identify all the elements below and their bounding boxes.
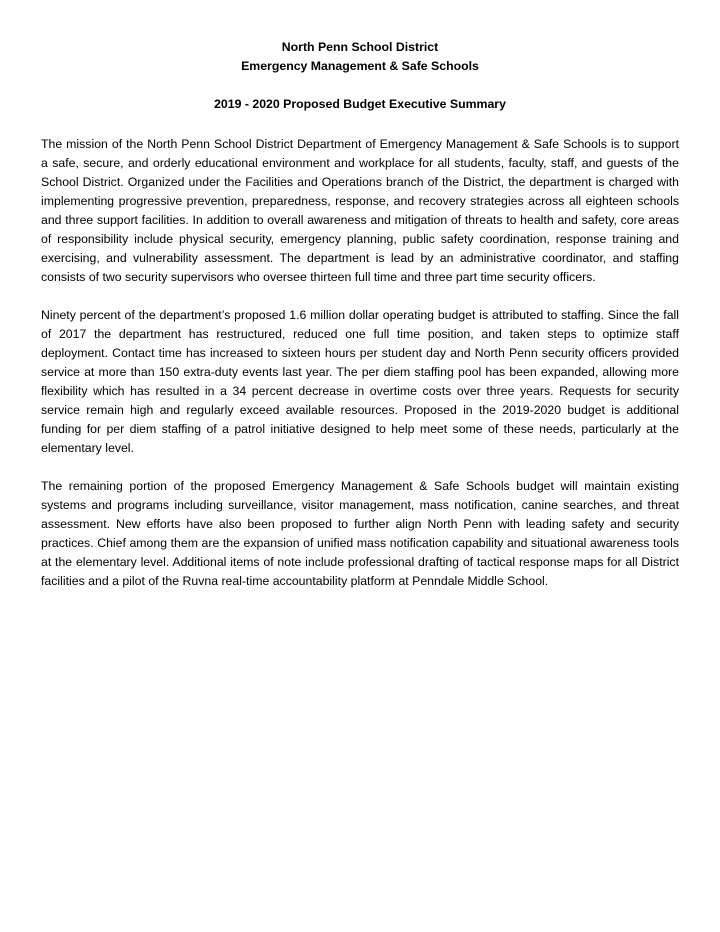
mission-paragraph: The mission of the North Penn School District Department of Emergency Management & Safe Schools is to support a safe, secure, and orderly educational environment and workplace for all students, faculty, staff, and guests of the School District. Organized under the Facilities and Operations branch of the District, the department is charged with implementing progressive prevention, preparedness, response, and recovery strategies across all eighteen schools and three support facilities. In addition to overall awareness and mitigation of threats to health and safety, core areas of responsibility include physical security, emergency planning, public safety coordination, response training and exercising, and vulnerability assessment. The department is lead by an administrative coordinator, and staffing consists of two security supervisors who oversee thirteen full time and three part time security officers. bbox=[41, 137, 679, 284]
staffing-paragraph: Ninety percent of the department’s proposed 1.6 million dollar operating budget is attributed to staffing. Since the fall of 2017 the department has restructured, reduced one full time position, and taken steps to optimize staff deployment. Contact time has increased to sixteen hours per student day and North Penn security officers provided service at more than 150 extra-duty events last year. The per diem staffing pool has been expanded, allowing more flexibility which has resulted in a 34 percent decrease in overtime costs over three years. Requests for security service remain high and regularly exceed available resources. Proposed in the 2019-2020 budget is additional funding for per diem staffing of a patrol initiative designed to help meet some of these needs, particularly at the elementary level. bbox=[41, 308, 679, 455]
department-name: Emergency Management & Safe Schools bbox=[241, 59, 479, 73]
programs-paragraph: The remaining portion of the proposed Emergency Management & Safe Schools budget will maintain existing systems and programs including surveillance, visitor management, mass notification, canine searches, and threat assessment. New efforts have also been proposed to further align North Penn with leading safety and security practices. Chief among them are the expansion of unified mass notification capability and situational awareness tools at the elementary level. Additional items of note include professional drafting of tactical response maps for all District facilities and a pilot of the Ruvna real-time accountability platform at Penndale Middle School. bbox=[41, 479, 679, 588]
district-name: North Penn School District bbox=[281, 40, 439, 54]
document-title: 2019 - 2020 Proposed Budget Executive Summary bbox=[214, 97, 506, 111]
